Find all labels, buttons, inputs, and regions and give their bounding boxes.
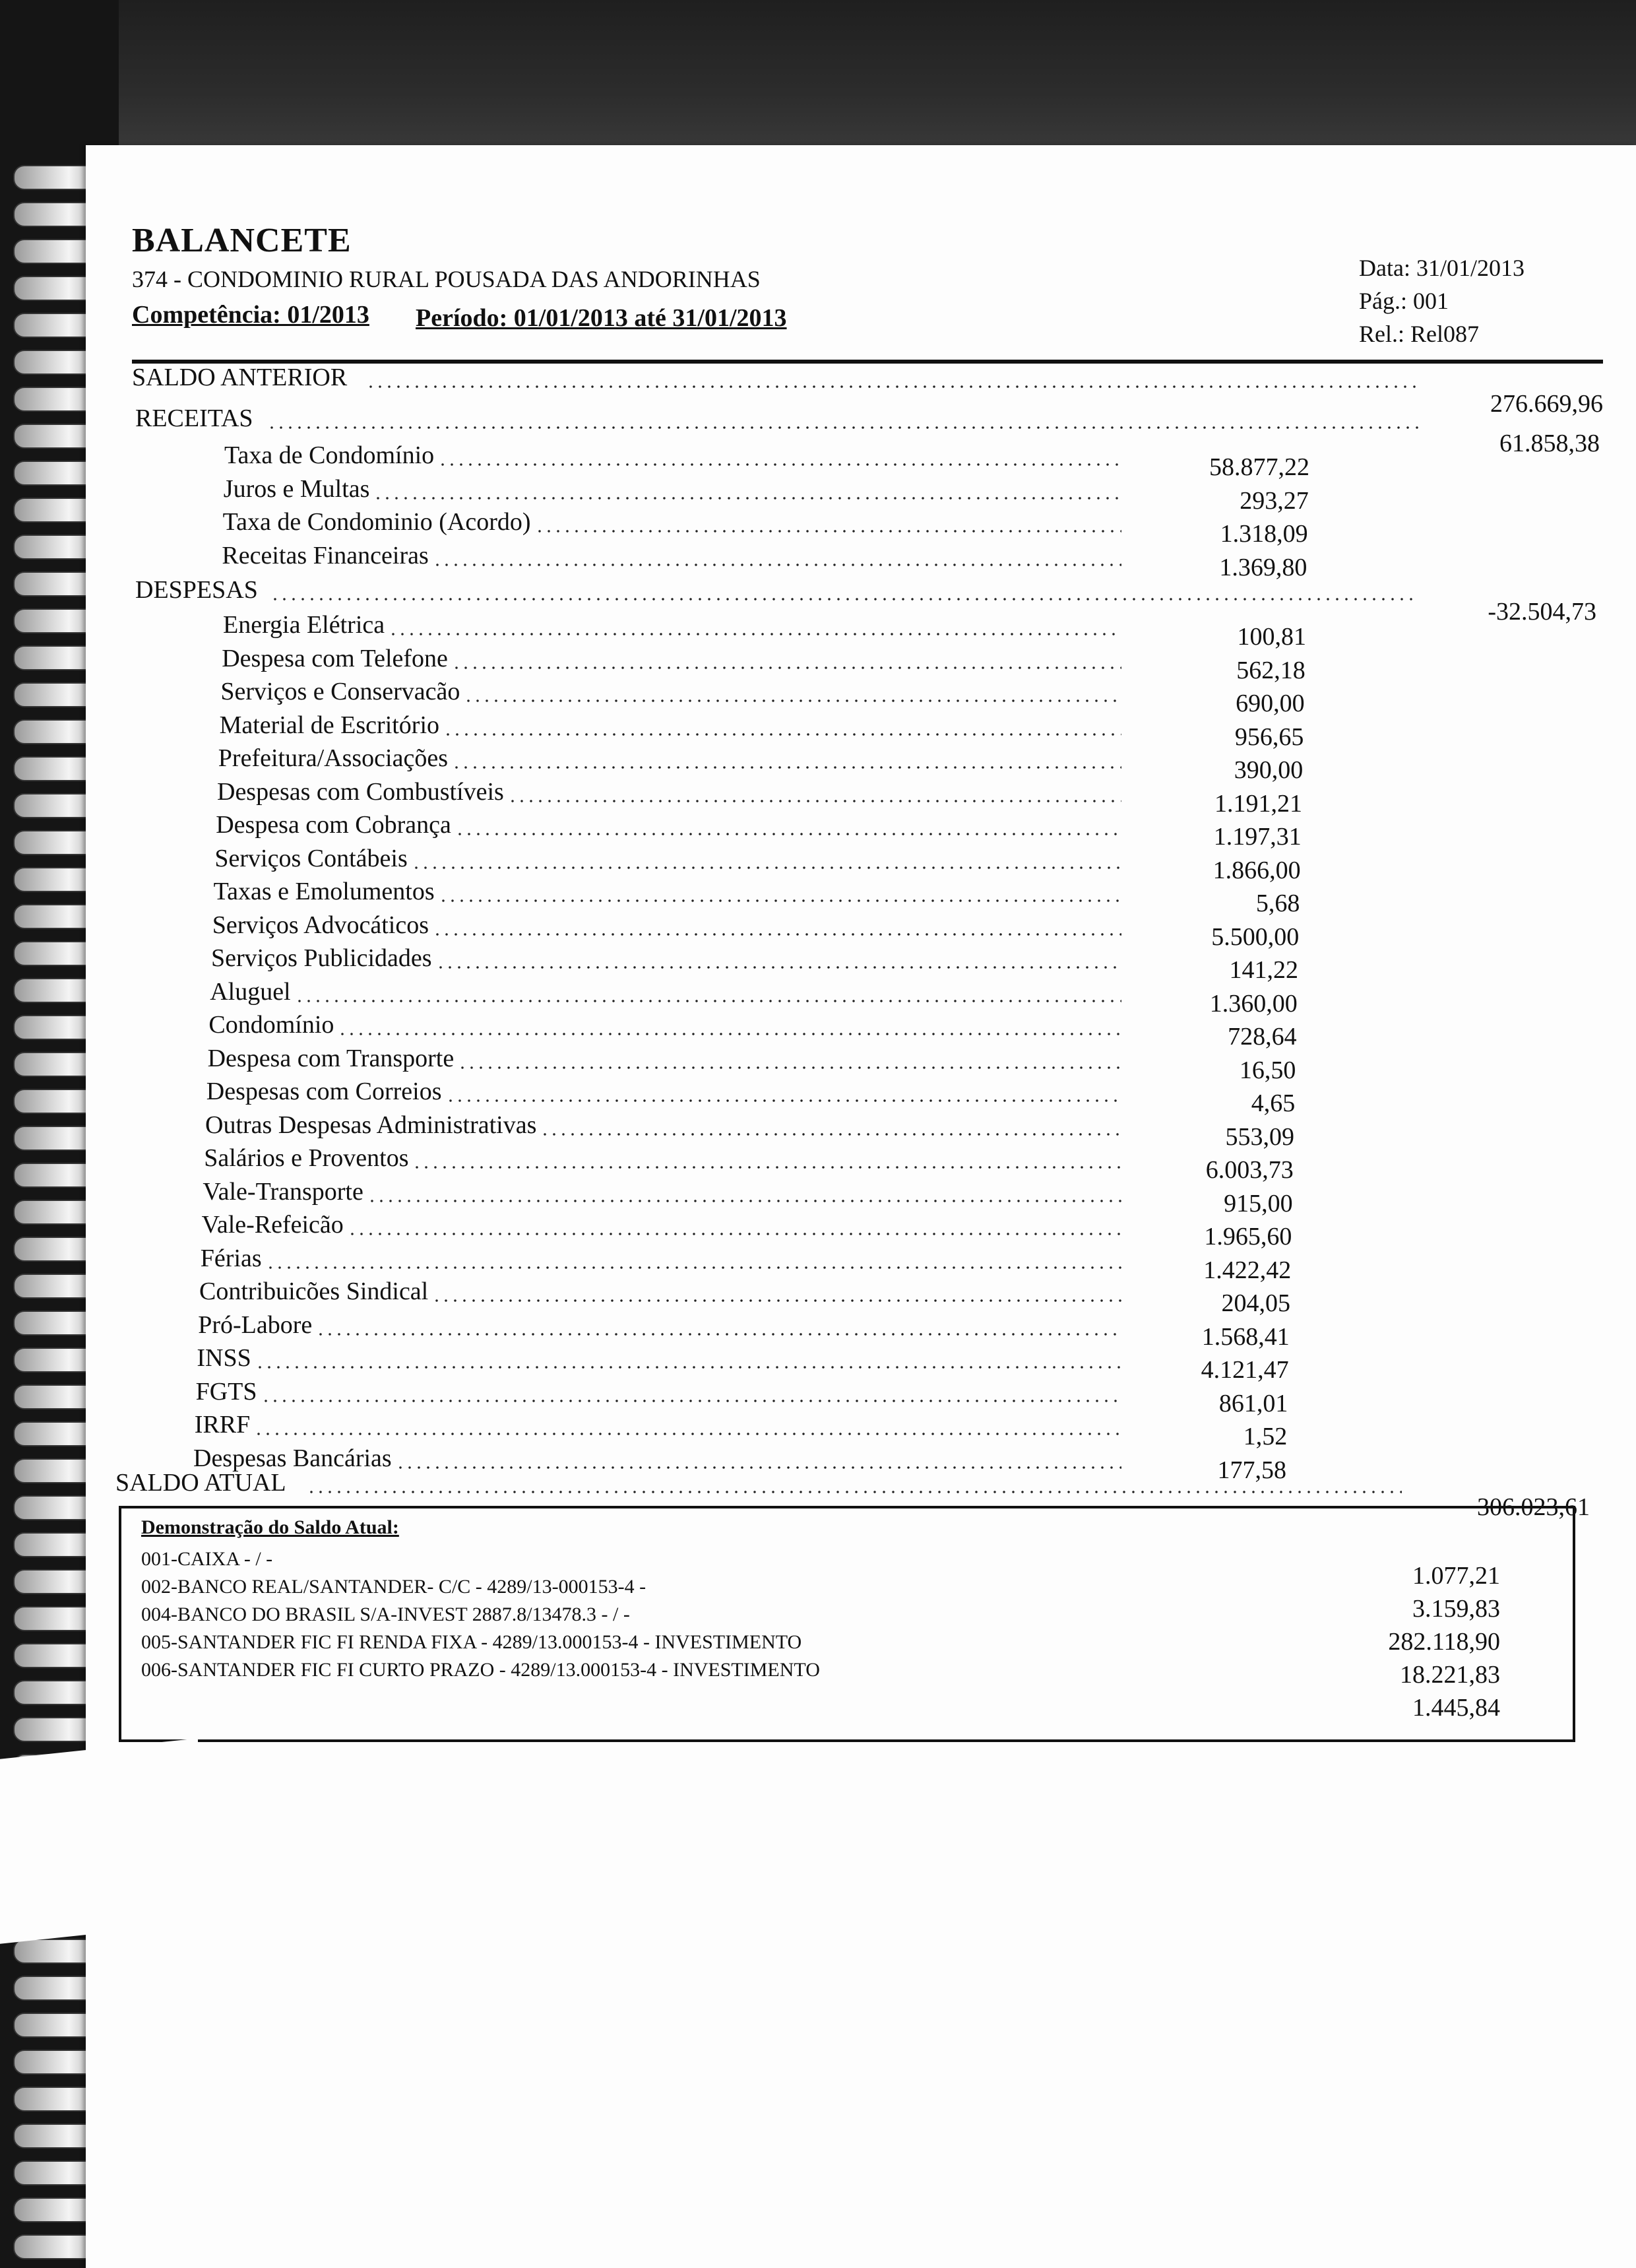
account-label: Despesa com Transporte	[207, 1044, 455, 1072]
leader-dots	[439, 899, 1121, 902]
account-row	[197, 1344, 1121, 1377]
saldo-atual-row	[115, 1468, 1402, 1501]
demonstracao-value: 1.445,84	[1412, 1694, 1500, 1722]
account-label: Taxa de Condomínio	[224, 441, 435, 469]
account-value: 5.500,00	[1211, 923, 1300, 951]
demonstracao-item: 005-SANTANDER FIC FI RENDA FIXA - 4289/13.000153-4 - INVESTIMENTO	[141, 1631, 802, 1653]
account-value: 728,64	[1228, 1023, 1297, 1051]
account-row	[212, 911, 1121, 944]
account-label: Salários e Proventos	[204, 1144, 409, 1172]
leader-dots	[535, 530, 1121, 533]
leader-dots	[270, 598, 1418, 600]
leader-dots	[348, 1233, 1121, 1235]
account-label: Vale-Refeicão	[201, 1211, 344, 1239]
account-value: 204,05	[1221, 1289, 1290, 1317]
account-label: Taxas e Emolumentos	[213, 878, 435, 905]
leader-dots	[373, 497, 1121, 500]
company-name: 374 - CONDOMINIO RURAL POUSADA DAS ANDORINHAS	[132, 266, 761, 292]
leader-dots	[446, 1099, 1121, 1102]
account-label: Despesas com Correios	[206, 1078, 442, 1105]
account-row	[217, 777, 1121, 810]
account-row	[204, 1144, 1121, 1177]
account-label: Condomínio	[208, 1011, 334, 1039]
account-value: 690,00	[1236, 690, 1305, 717]
account-row	[224, 474, 1121, 507]
leader-dots	[267, 426, 1418, 429]
leader-dots	[464, 699, 1121, 702]
leader-dots	[367, 1200, 1121, 1202]
scan-smudge	[0, 1738, 198, 1944]
account-row	[196, 1377, 1121, 1410]
account-label: Contribuicões Sindical	[199, 1278, 429, 1305]
demonstracao-value: 282.118,90	[1388, 1628, 1500, 1656]
leader-dots	[433, 933, 1121, 936]
despesas-total: -32.504,73	[1488, 598, 1596, 626]
account-value: 6.003,73	[1205, 1156, 1294, 1184]
account-value: 1.197,31	[1213, 823, 1302, 851]
account-row	[222, 541, 1121, 574]
account-row	[206, 1077, 1121, 1110]
account-row	[214, 877, 1121, 910]
account-row	[214, 844, 1121, 877]
account-value: 293,27	[1240, 486, 1309, 515]
page-number: Pág.: 001	[1359, 288, 1449, 314]
account-row	[208, 1010, 1121, 1043]
account-row	[210, 977, 1121, 1010]
demonstracao-item: 002-BANCO REAL/SANTANDER- C/C - 4289/13-000153-4 -	[141, 1576, 646, 1598]
account-value: 100,81	[1237, 623, 1306, 651]
saldo-anterior-value: 276.669,96	[1490, 390, 1603, 418]
demonstracao-title: Demonstração do Saldo Atual:	[141, 1516, 399, 1538]
account-value: 1.360,00	[1209, 989, 1298, 1018]
account-label: Serviços Publicidades	[211, 944, 432, 972]
account-value: 16,50	[1239, 1056, 1296, 1084]
leader-dots	[412, 866, 1121, 869]
account-label: Férias	[200, 1244, 262, 1272]
leader-dots	[295, 1000, 1121, 1002]
leader-dots	[452, 766, 1121, 769]
account-row	[203, 1177, 1121, 1210]
account-label: Despesas com Combustíveis	[217, 777, 504, 806]
account-value: 1.422,42	[1203, 1256, 1292, 1284]
account-label: Receitas Financeiras	[222, 541, 429, 569]
saldo-anterior-label: SALDO ANTERIOR	[132, 364, 348, 391]
account-row	[216, 810, 1121, 843]
demonstracao-value: 1.077,21	[1412, 1562, 1500, 1590]
account-label: FGTS	[195, 1377, 257, 1406]
receitas-total: 61.858,38	[1499, 430, 1600, 457]
competencia: Competência: 01/2013	[132, 301, 369, 329]
despesas-label: DESPESAS	[135, 576, 258, 604]
account-value: 1.866,00	[1212, 856, 1301, 884]
periodo: Período: 01/01/2013 até 31/01/2013	[416, 304, 787, 332]
account-row	[208, 1044, 1121, 1077]
saldo-atual-label: SALDO ATUAL	[115, 1469, 286, 1497]
account-label: Pró-Labore	[198, 1311, 313, 1339]
leader-dots	[412, 1166, 1121, 1169]
saldo-atual-value: 306.023,61	[1477, 1493, 1590, 1521]
demonstracao-item: 001-CAIXA - / -	[141, 1548, 273, 1570]
account-row	[195, 1410, 1121, 1443]
account-value: 1.191,21	[1214, 789, 1302, 818]
account-row	[223, 507, 1121, 540]
leader-dots	[452, 666, 1121, 669]
leader-dots	[432, 1299, 1121, 1302]
account-value: 553,09	[1225, 1122, 1294, 1151]
demonstracao-item: 004-BANCO DO BRASIL S/A-INVEST 2887.8/13478.3 - / -	[141, 1604, 630, 1625]
account-label: Despesa com Telefone	[222, 644, 448, 672]
report-date: Data: 31/01/2013	[1359, 255, 1525, 281]
leader-dots	[433, 564, 1121, 566]
account-row	[199, 1277, 1121, 1310]
account-row	[218, 744, 1121, 777]
account-label: INSS	[197, 1344, 251, 1372]
account-label: Serviços Advocáticos	[212, 911, 429, 939]
account-value: 1.318,09	[1220, 520, 1308, 548]
leader-dots	[455, 833, 1121, 835]
account-value: 177,58	[1217, 1456, 1286, 1484]
account-label: IRRF	[194, 1411, 251, 1439]
leader-dots	[366, 385, 1418, 388]
account-label: Despesas Bancárias	[193, 1444, 392, 1472]
account-row	[222, 644, 1121, 677]
account-value: 390,00	[1234, 756, 1304, 784]
report-title: BALANCETE	[132, 222, 352, 259]
demonstracao-value: 3.159,83	[1412, 1595, 1500, 1623]
receitas-row	[135, 404, 1418, 437]
leader-dots	[508, 800, 1121, 802]
account-label: Aluguel	[210, 977, 291, 1006]
account-row	[220, 677, 1121, 710]
account-value: 861,01	[1218, 1389, 1288, 1417]
account-label: Prefeitura/Associações	[218, 744, 448, 772]
account-value: 562,18	[1236, 656, 1306, 684]
account-label: Juros e Multas	[223, 474, 370, 503]
leader-dots	[389, 633, 1121, 635]
account-row	[202, 1210, 1121, 1243]
account-value: 4.121,47	[1201, 1356, 1289, 1384]
account-value: 1.369,80	[1219, 553, 1307, 581]
account-label: Serviços Contábeis	[214, 844, 408, 872]
leader-dots	[438, 463, 1121, 466]
account-value: 5,68	[1255, 890, 1300, 917]
despesas-row	[135, 575, 1418, 608]
leader-dots	[338, 1033, 1121, 1035]
leader-dots	[261, 1400, 1121, 1402]
account-value: 141,22	[1229, 956, 1298, 984]
demonstracao-item: 006-SANTANDER FIC FI CURTO PRAZO - 4289/13.000153-4 - INVESTIMENTO	[141, 1659, 820, 1681]
account-label: Despesa com Cobrança	[216, 811, 451, 839]
leader-dots	[458, 1066, 1121, 1069]
account-value: 4,65	[1251, 1089, 1296, 1117]
account-value: 1.568,41	[1201, 1322, 1290, 1351]
leader-dots	[255, 1366, 1121, 1369]
account-label: Serviços e Conservacão	[220, 678, 460, 705]
account-row	[205, 1111, 1121, 1144]
account-row	[201, 1244, 1121, 1277]
leader-dots	[443, 733, 1121, 736]
account-row	[211, 944, 1121, 977]
leader-dots	[254, 1433, 1121, 1435]
demonstracao-value: 18.221,83	[1400, 1661, 1500, 1689]
account-value: 1.965,60	[1204, 1223, 1292, 1250]
scan-background-top	[0, 0, 1636, 155]
account-row	[220, 711, 1121, 744]
account-value: 915,00	[1224, 1189, 1293, 1217]
leader-dots	[307, 1491, 1402, 1493]
account-label: Material de Escritório	[219, 711, 440, 739]
account-row	[198, 1311, 1121, 1344]
saldo-anterior-row	[132, 363, 1418, 396]
demonstracao-box	[119, 1506, 1575, 1742]
account-value: 58.877,22	[1209, 453, 1309, 481]
account-label: Taxa de Condominio (Acordo)	[222, 508, 531, 536]
account-value: 956,65	[1234, 723, 1304, 751]
account-row	[223, 610, 1121, 643]
report-code: Rel.: Rel087	[1359, 321, 1479, 347]
account-row	[224, 441, 1121, 474]
account-label: Outras Despesas Administrativas	[205, 1111, 537, 1139]
receitas-label: RECEITAS	[135, 405, 253, 432]
leader-dots	[266, 1266, 1121, 1269]
account-value: 1,52	[1243, 1423, 1288, 1450]
leader-dots	[316, 1333, 1121, 1336]
account-label: Vale-Transporte	[203, 1177, 363, 1206]
account-label: Energia Elétrica	[223, 611, 385, 639]
leader-dots	[540, 1133, 1121, 1136]
leader-dots	[436, 966, 1121, 969]
